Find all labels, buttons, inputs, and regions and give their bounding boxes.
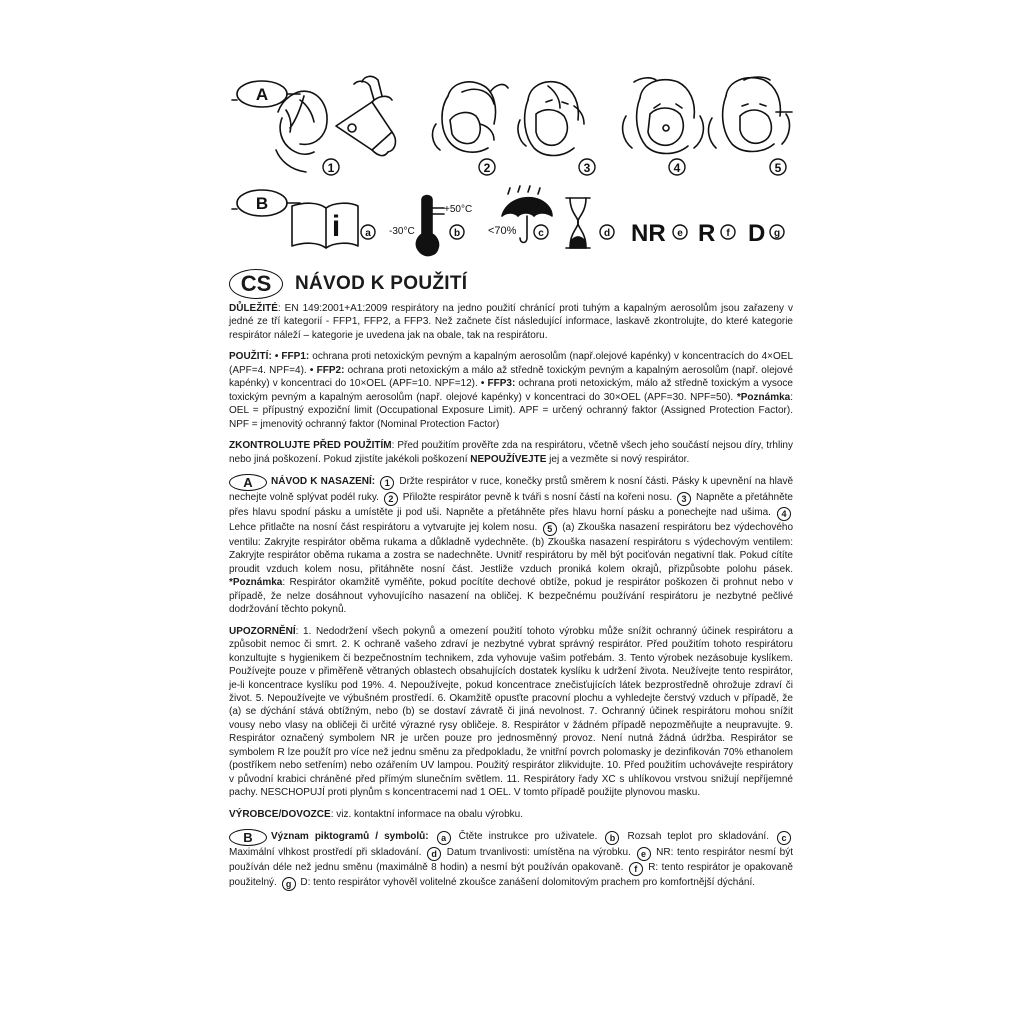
sym-d-text: Datum trvanlivosti: umístěna na výrobku. (443, 847, 631, 859)
warnings-label: UPOZORNĚNÍ (229, 625, 296, 637)
ffp1-label: • FFP1: (271, 351, 310, 363)
sym-letter-e: e (637, 847, 651, 861)
warnings-paragraph (229, 625, 793, 800)
row-a-letter: A (255, 85, 269, 104)
ffp2-text: ochrana proti netoxickým a málo až středně toxickým pevným a kapalným aerosolům (např. olejové kapénky) v koncentraci do 10×OEL (APF=10. NPF=12). (229, 364, 793, 390)
temp-low-label: -30°C (389, 226, 415, 237)
info-i-glyph: i (331, 210, 341, 243)
symbols-label: Význam piktogramů / symbolů (271, 831, 426, 843)
r-symbol: R (698, 220, 716, 247)
fitting-label: NÁVOD K NASAZENÍ: (271, 475, 376, 487)
fit-step-number-5: 5 (543, 522, 557, 536)
sym-g-text: D: tento respirátor vyhověl volitelné zkoušce zanášení dolomitovým prachem pro komfortnější dýchání. (297, 877, 756, 889)
important-text: : EN 149:2001+A1:2009 respirátory na jedno použití chránící proti tuhým a kapalným aerosolům jsou zařazeny v jedné ze tří kategorií - FFP1, FFP2, a FFP3. Než začnete číst následující informace, laskavě zkontrolujte, do které kategorie respirátor náleží – kategorie je uvedena jak na obale, tak na respirátoru. (229, 303, 793, 341)
page-title: NÁVOD K POUŽITÍ (295, 273, 468, 295)
warnings-text: : 1. Nedodržení všech pokynů a omezení použití tohoto výrobku může snížit ochranný účinek respirátoru a způsobit nemoc či smrt. 2. K ochraně vašeho zdraví je nezbytné vybrat správný respirátor. Před použitím tohoto respirátoru konzultujte s hygienikem či bezpečnostním technikem, zda vyhovuje vašim potřebám. 3. Tento výrobek nezásobuje kyslíkem. Používejte pouze v přiměřeně větraných oblastech obsahujících dostatek kyslíku k udržení života. Neužívejte tento respirátor, je-li koncentrace kyslíku pod 19%. 4. Nepoužívejte, pokud koncentrace znečisťujících látek bezprostředně ohrožuje zdraví či život. 5. Nepoužívejte ve výbušném prostředí. 6. Okamžitě opusťte pracovní plochu a vyhledejte čerstvý vzduch v případě, že (a) se dýchání stává obtížným, nebo (b) se dostaví závratě či jiná nevolnost. 7. Ochranný účinek respirátoru mohou snížit vousy nebo vlasy na obličeji či určité výrazné rysy obličeje. 8. Respirátor v žádném případě nepozměňujte a neupravujte. 9. Respirátor označený symbolem NR je určen pouze pro jednosměnný provoz. Není nutná žádná údržba. Respirátor se symbolem R lze použít pro více než jednu směnu za předpokladu, že vnitřní povrch polomasky je dezinfikován 70% ethanolem (postříkem nebo setřením) nebo ozářením UV lampou. Použitý respirátor zlikvidujte. 10. Před použitím uchovávejte respirátory v původní krabici chráněné před přímým slunečním světlem. 11. Respirátory řady XC s uhlíkovou vrstvou snižují nepříjemné pachy. NESCHOPUJÍ proti plynům s koncentracemi nad 1 OEL. V tomto případě použijte plynovou masku. (229, 625, 793, 799)
step-number-2: 2 (483, 161, 491, 175)
manufacturer-label: VÝROBCE/DOVOZCE (229, 808, 331, 820)
sym-letter-g: g (282, 877, 296, 891)
symbol-letter-c: c (538, 228, 544, 239)
ffp3-label: • FFP3: (477, 378, 516, 390)
hourglass-icon (566, 198, 590, 248)
check-paragraph (229, 439, 793, 466)
step-number-3: 3 (583, 161, 591, 175)
sym-c-text: Maximální vlhkost prostředí při skladování. (229, 847, 422, 859)
step1-mask-with-straps-illustration (336, 76, 395, 155)
fit-step-number-4: 4 (777, 507, 791, 521)
note-text: : OEL = přípustný expoziční limit (Occupational Exposure Limit). APF = určený ochranný faktor (Assigned Protection Factor). NPF = jmenovitý ochranný faktor (Nominal Protection Factor) (229, 391, 793, 430)
temp-high-label: +50°C (444, 204, 473, 215)
fit-step-3: Napněte a přetáhněte přes hlavu spodní pásku a umístěte ji pod uši. Napněte a přetáhněte přes hlavu horní pásku a ponechejte nad ušima. (229, 491, 793, 518)
symbols-paragraph: B Význam piktogramů / symbolů: a Čtěte instrukce pro uživatele. b Rozsah teplot pro skladování. c Maximální vlhkost prostředí při skladování. d Datum trvanlivosti: umístěna na výrobku. e NR: tento respirátor nesmí být používán déle než jednu směnu (maximálně 8 hodin) a nesmí být používán opakovaně. f R: tento respirátor je opakovaně použitelný. g D: tento respirátor vyhověl volitelné zkoušce zanášení dolomitovým prachem pro komfortnější dýchání. (229, 830, 793, 890)
step4-press-nose-illustration (623, 78, 704, 154)
language-badge: CS (229, 269, 283, 299)
fit-step-number-1: 1 (380, 476, 394, 490)
do-not-use-label: NEPOUŽÍVEJTE (470, 453, 547, 465)
step2-place-mask-illustration (433, 82, 508, 152)
symbol-letter-g: g (773, 228, 781, 239)
fit-step-number-3: 3 (677, 492, 691, 506)
fitting-paragraph (229, 474, 793, 617)
sym-f-text: R: tento respirátor je opakovaně použitelný. (229, 862, 793, 889)
fit-note-text: : Respirátor okamžitě vyměňte, pokud pocítíte dechové obtíže, pokud je respirátor poškozen či prohnut nebo v případě, že nelze dosáhnout vyhovujícího nasazení na obličej. K bezpečnému používání respirátoru je nezbytné pečlivé dodržování těchto pokynů. (229, 577, 793, 616)
ffp3-text: ochrana proti netoxickým, málo až středně toxickým a vysoce toxickým pevným a kapalným aerosolům (např. olejové kapénky) v koncentraci do 30×OEL (APF=30. NPF=50). (229, 378, 793, 403)
sym-letter-b: b (605, 831, 619, 845)
sym-letter-f: f (629, 862, 643, 876)
nr-symbol: NR (631, 220, 666, 247)
sym-letter-d: d (427, 847, 441, 861)
symbol-letter-a: a (365, 228, 371, 239)
sym-a-text: Čtěte instrukce pro uživatele. (452, 831, 598, 843)
d-symbol: D (748, 220, 766, 247)
step5-fit-check-illustration (709, 77, 792, 152)
check-text: : Před použitím prověřte zda na respirátoru, včetně všech jeho součástí nejsou díry, trhliny nebo jiná poškození. Pokud zjistíte jakékoli poškození (229, 440, 793, 465)
fit-step-4: Lehce přitlačte na nosní část respirátoru a vytvarujte jej kolem nosu. (229, 521, 538, 533)
book-info-icon (292, 203, 358, 248)
symbol-letter-e: e (677, 228, 683, 239)
symbol-letter-b: b (453, 228, 461, 239)
row-b-letter: B (255, 194, 269, 213)
ffp1-text: ochrana proti netoxickým pevným a kapalným aerosolům (např.olejové kapénky) v koncentracích do 4×OEL (APF=4. NPF=4). (229, 351, 794, 376)
symbols-badge: B (229, 829, 267, 846)
step1-hold-respirator-illustration (276, 91, 327, 172)
manufacturer-text: : viz. kontaktní informace na obalu výrobku. (330, 808, 524, 820)
step3-pull-straps-illustration (518, 82, 584, 156)
symbol-letter-f: f (726, 228, 730, 239)
fitting-badge: A (229, 474, 267, 491)
step-number-1: 1 (327, 161, 335, 175)
check-label: ZKONTROLUJTE PŘED POUŽITÍM (229, 440, 392, 452)
humidity-label: <70% (488, 225, 517, 237)
fit-step-number-2: 2 (384, 492, 398, 506)
fit-step-1: Držte respirátor v ruce, konečky prstů směrem k nosní části. Pásky k upevnění na hlavě nechejte volně splývat podél ruky. (229, 475, 794, 503)
step-number-5: 5 (774, 161, 782, 175)
usage-label: POUŽITÍ: (229, 351, 272, 363)
sym-e-text: NR: tento respirátor nesmí být používán déle než jednu směnu (maximálně 8 hodin) a nesmí být používán opakovaně. (229, 847, 793, 874)
pictogram-panel (0, 0, 1024, 268)
check-text-end: jej a vezměte si nový respirátor. (546, 453, 690, 465)
step-number-4: 4 (673, 161, 681, 175)
thermometer-icon (416, 196, 444, 256)
important-label: DŮLEŽITÉ (229, 303, 278, 314)
title-row (229, 268, 793, 300)
sym-b-text: Rozsah teplot pro skladování. (621, 831, 769, 843)
note-label: *Poznámka (733, 391, 791, 403)
symbol-letter-d: d (603, 228, 611, 239)
important-paragraph (229, 302, 793, 342)
manufacturer-paragraph (229, 808, 793, 821)
ffp2-label: • FFP2: (306, 364, 345, 376)
fit-step-5: (a) Zkouška nasazení respirátoru bez výdechového ventilu: Zakryjte respirátor oběma rukama a důkladně vydechněte. (b) Zkouška nasazení respirátoru s výdechovým ventilem: Zakryjte respirátor oběma rukama a zostra se nadechněte. Uvnitř respirátoru by měl být pociťován negativní tlak. Pokud cítíte proudit vzduch kolem nosu, přitáhněte nosní část. Jestliže vzduch proniká kolem okrajů, přizpůsobte polohu pásek. (229, 521, 794, 575)
usage-paragraph (229, 350, 793, 431)
sym-letter-c: c (777, 831, 791, 845)
instructions-document (229, 268, 793, 899)
fit-note-label: *Poznámka (229, 577, 283, 589)
sym-letter-a: a (437, 831, 451, 845)
fit-step-2: Přiložte respirátor pevně k tváři s nosní částí na kořeni nosu. (399, 491, 673, 503)
